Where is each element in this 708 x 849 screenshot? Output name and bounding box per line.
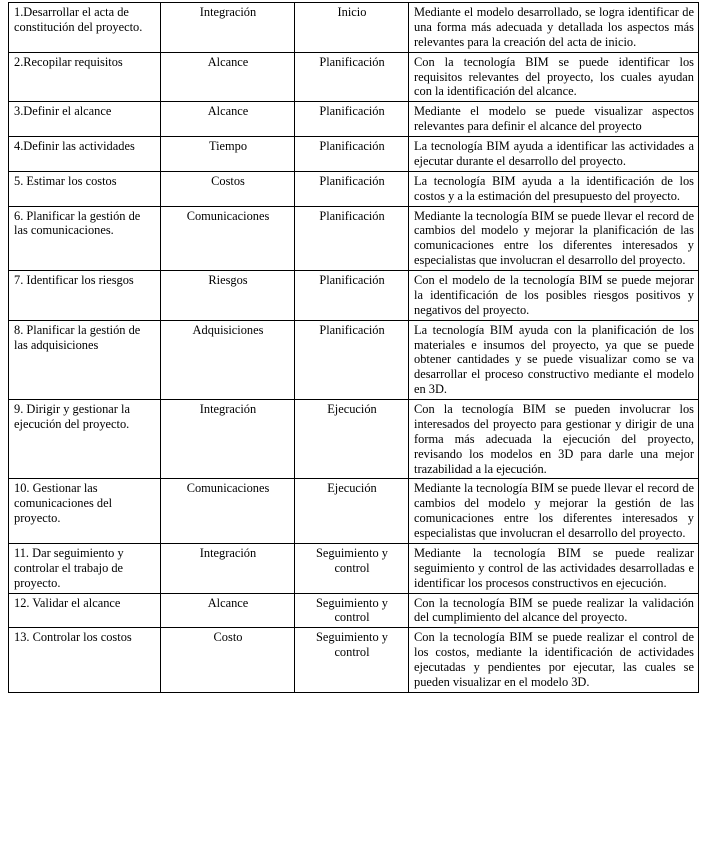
cell-knowledge-area: Comunicaciones [161,479,295,544]
table-row [9,320,699,399]
cell-description: Con la tecnología BIM se puede realizar el control de los costos, mediante la identificación de actividades ejecutadas y pendientes por ejecutar, las cuales se pueden visualizar en el modelo 3D. [409,628,699,693]
cell-knowledge-area: Alcance [161,52,295,102]
table-row [9,171,699,206]
table-row [9,3,699,53]
cell-knowledge-area: Alcance [161,102,295,137]
cell-process-group: Seguimiento y control [295,593,409,628]
table-row [9,400,699,479]
table-row [9,543,699,593]
cell-description: Mediante el modelo desarrollado, se logra identificar de una forma más adecuada y detallada los aspectos más relevantes para la creación del acta de inicio. [409,3,699,53]
cell-process: 13. Controlar los costos [9,628,161,693]
cell-process-group: Planificación [295,102,409,137]
cell-process: 8. Planificar la gestión de las adquisiciones [9,320,161,399]
cell-process: 10. Gestionar las comunicaciones del proyecto. [9,479,161,544]
cell-process-group: Planificación [295,320,409,399]
cell-description: Mediante la tecnología BIM se puede llevar el record de cambios del modelo y mejorar la planificación de las comunicaciones entre los diferentes interesados y especialistas que involucran el desarrollo del proyecto. [409,206,699,271]
cell-knowledge-area: Riesgos [161,271,295,321]
cell-process-group: Ejecución [295,479,409,544]
table-row [9,206,699,271]
table-row [9,137,699,172]
cell-description: Mediante el modelo se puede visualizar aspectos relevantes para definir el alcance del proyecto [409,102,699,137]
cell-description: Con la tecnología BIM se puede realizar la validación del cumplimiento del alcance del proyecto. [409,593,699,628]
cell-knowledge-area: Tiempo [161,137,295,172]
cell-description: La tecnología BIM ayuda a identificar las actividades a ejecutar durante el desarrollo del proyecto. [409,137,699,172]
cell-process-group: Planificación [295,206,409,271]
cell-description: La tecnología BIM ayuda a la identificación de los costos y a la estimación del presupuesto del proyecto. [409,171,699,206]
cell-description: Con la tecnología BIM se puede identificar los requisitos relevantes del proyecto, los cuales ayudan con la identificación del alcance. [409,52,699,102]
cell-process-group: Inicio [295,3,409,53]
cell-description: La tecnología BIM ayuda con la planificación de los materiales e insumos del proyecto, ya que se puede obtener cantidades y se puede visualizar como se va desarrollar el proceso constructivo mediante el modelo en 3D. [409,320,699,399]
cell-process-group: Planificación [295,271,409,321]
cell-process-group: Seguimiento y control [295,628,409,693]
cell-process: 1.Desarrollar el acta de constitución del proyecto. [9,3,161,53]
table-row [9,271,699,321]
cell-description: Con la tecnología BIM se pueden involucrar los interesados del proyecto para gestionar y dirigir de una forma más adecuada la ejecución del proyecto, revisando los modelos en 3D para darle una mejor trazabilidad a la ejecución. [409,400,699,479]
cell-process: 5. Estimar los costos [9,171,161,206]
table-body [9,3,699,693]
cell-knowledge-area: Costo [161,628,295,693]
table-row [9,593,699,628]
cell-knowledge-area: Adquisiciones [161,320,295,399]
cell-process: 4.Definir las actividades [9,137,161,172]
cell-process: 3.Definir el alcance [9,102,161,137]
cell-knowledge-area: Integración [161,3,295,53]
cell-process: 9. Dirigir y gestionar la ejecución del proyecto. [9,400,161,479]
table-row [9,479,699,544]
cell-description: Mediante la tecnología BIM se puede realizar seguimiento y control de las actividades desarrolladas e identificar los procesos constructivos en ejecución. [409,543,699,593]
cell-process: 6. Planificar la gestión de las comunicaciones. [9,206,161,271]
cell-description: Con el modelo de la tecnología BIM se puede mejorar la identificación de los posibles riesgos positivos y negativos del proyecto. [409,271,699,321]
bim-pmbok-process-table [8,2,699,693]
table-row [9,102,699,137]
cell-knowledge-area: Alcance [161,593,295,628]
cell-process-group: Seguimiento y control [295,543,409,593]
cell-process: 11. Dar seguimiento y controlar el trabajo de proyecto. [9,543,161,593]
cell-knowledge-area: Costos [161,171,295,206]
cell-process-group: Planificación [295,171,409,206]
cell-process-group: Ejecución [295,400,409,479]
cell-process-group: Planificación [295,52,409,102]
cell-process: 12. Validar el alcance [9,593,161,628]
cell-knowledge-area: Integración [161,400,295,479]
cell-knowledge-area: Comunicaciones [161,206,295,271]
cell-knowledge-area: Integración [161,543,295,593]
cell-process-group: Planificación [295,137,409,172]
cell-process: 7. Identificar los riesgos [9,271,161,321]
table-row [9,52,699,102]
table-row [9,628,699,693]
cell-description: Mediante la tecnología BIM se puede llevar el record de cambios del modelo y mejorar la gestión de las comunicaciones entre los diferentes interesados y especialistas que involucran el desarrollo del proyecto. [409,479,699,544]
cell-process: 2.Recopilar requisitos [9,52,161,102]
